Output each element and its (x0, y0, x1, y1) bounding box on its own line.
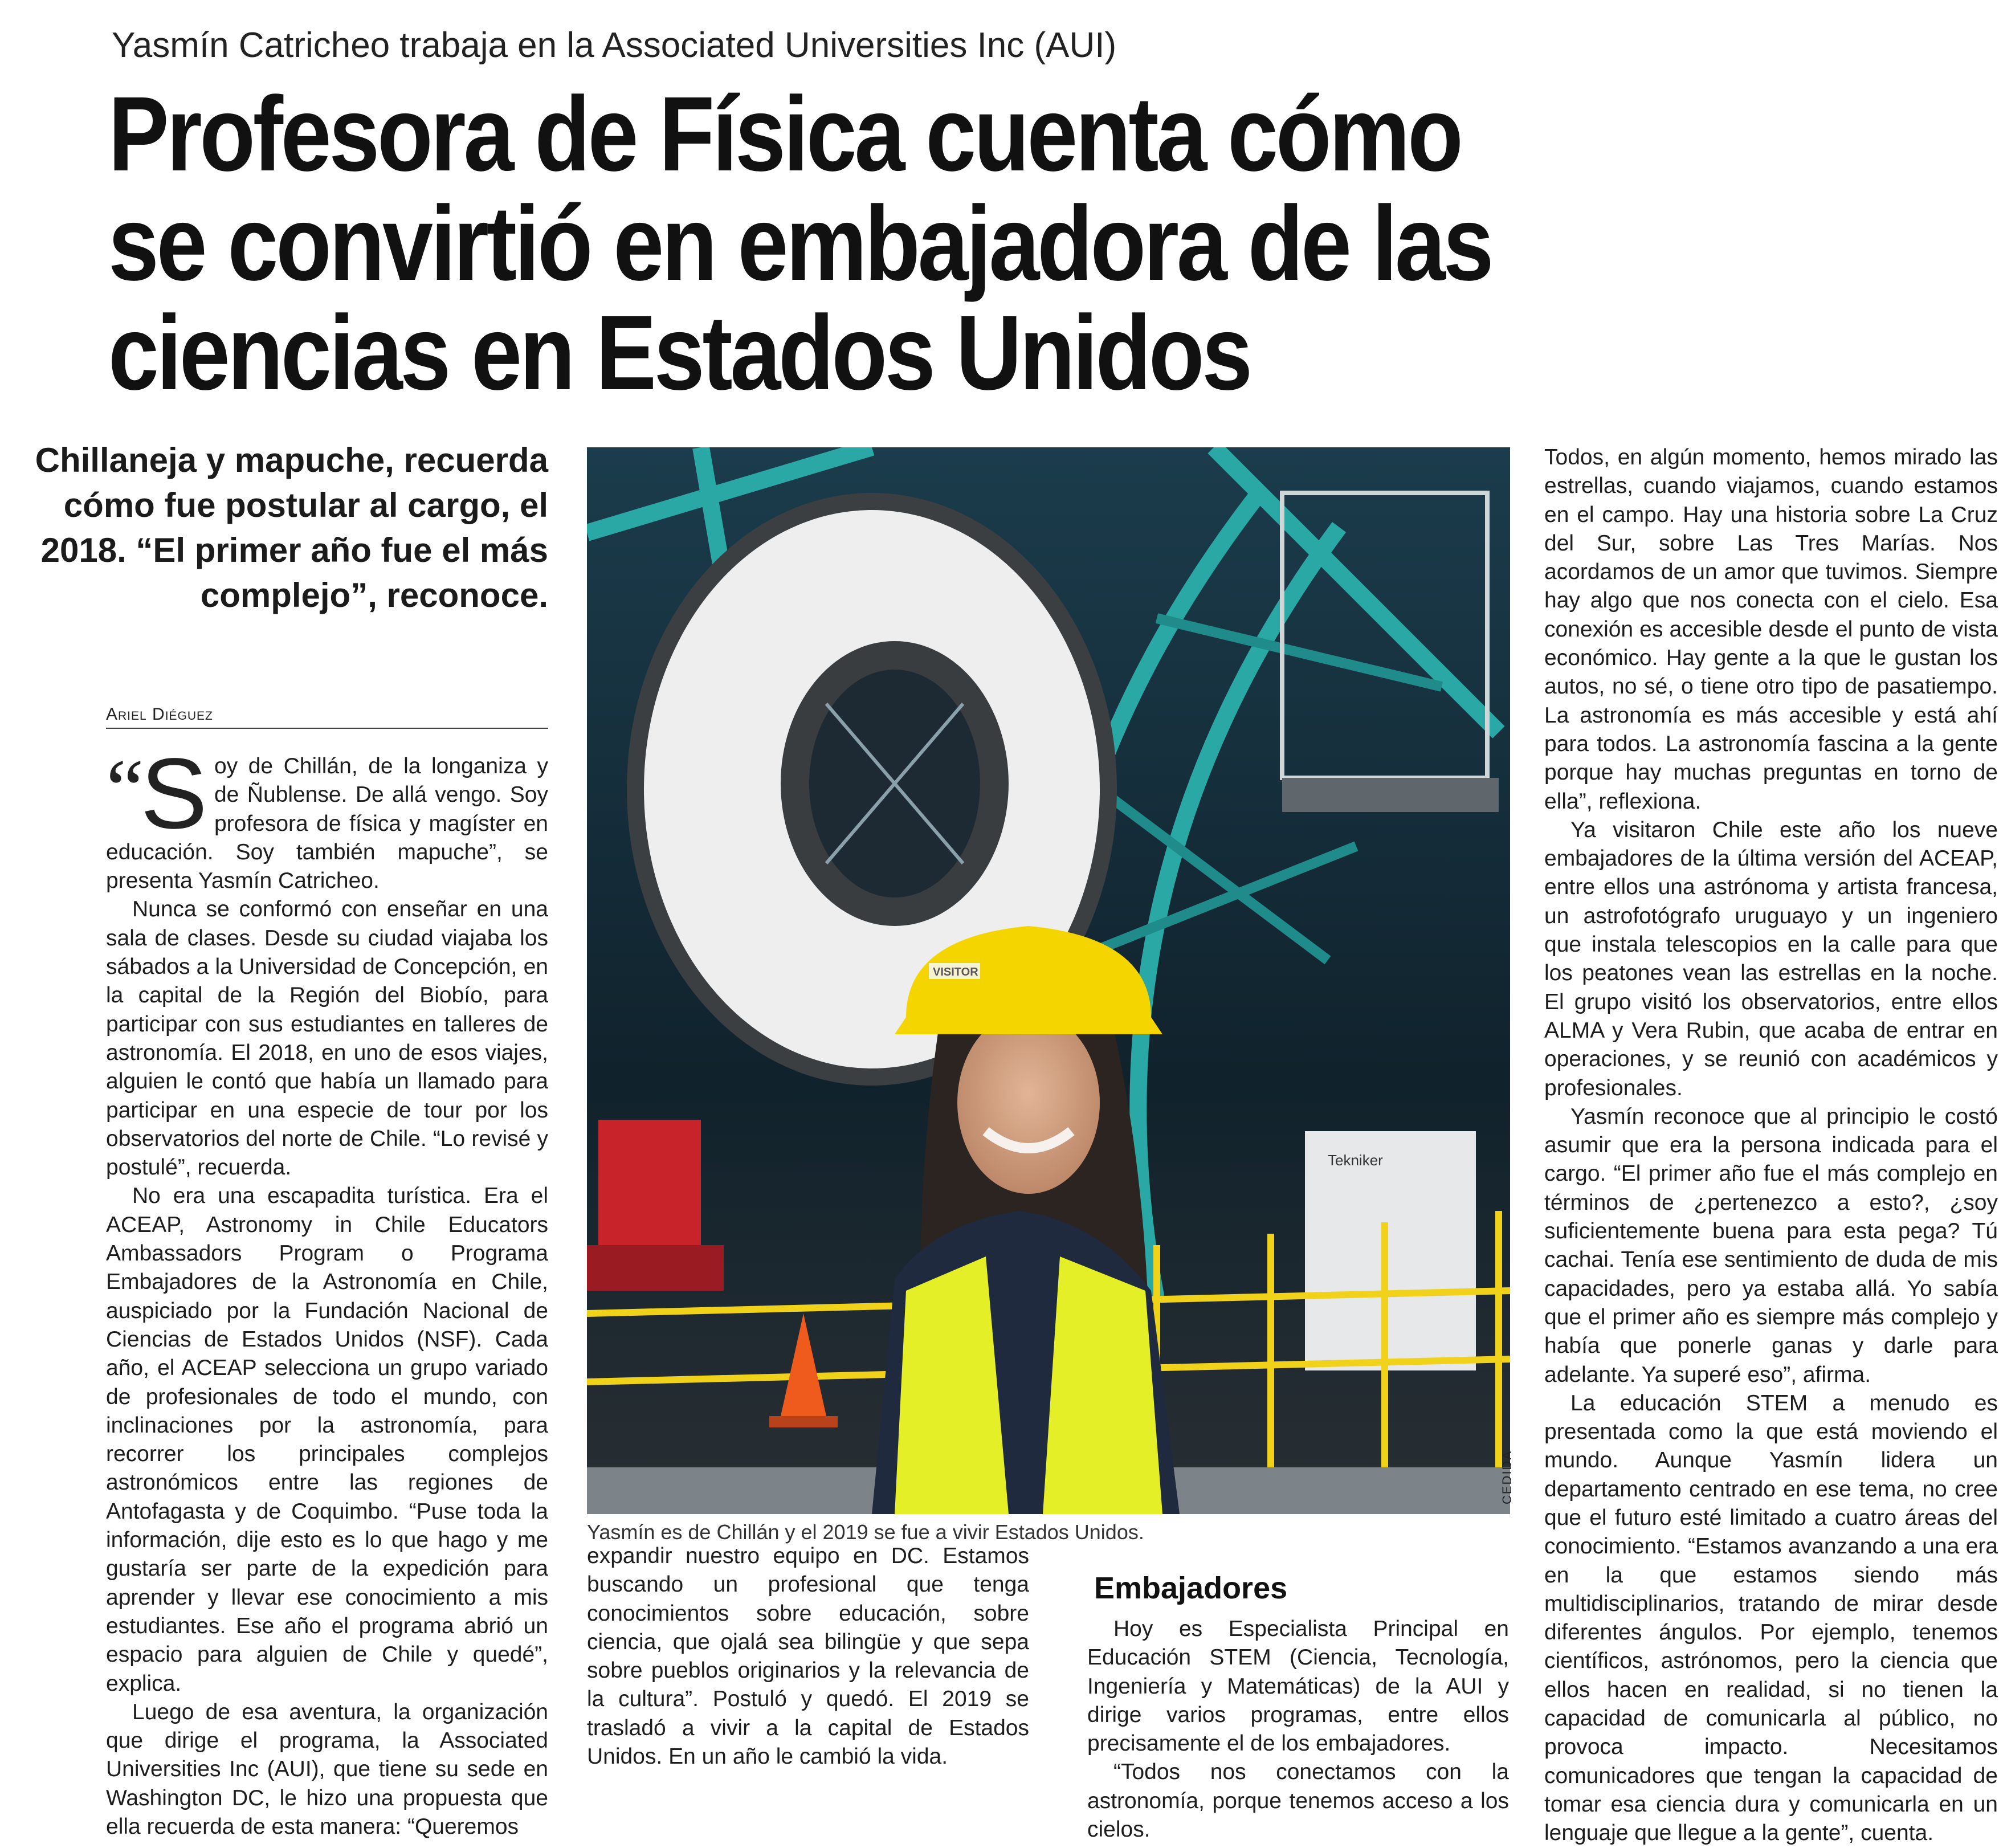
paragraph-text: oy de Chillán, de la longaniza y de Ñublense. De allá vengo. Soy profesora de física y magíster en educación. Soy también mapuche”, se presenta Yasmín Catricheo. (106, 754, 548, 894)
paragraph: Hoy es Especialista Principal en Educación STEM (Ciencia, Tecnología, Ingeniería y Matemáticas) de la AUI y dirige varios programas, entre ellos precisamente el de los embajadores. (1087, 1617, 1509, 1756)
headline-line-3: ciencias en Estados Unidos (108, 294, 1250, 412)
paragraph: expandir nuestro equipo en DC. Estamos buscando un profesional que tenga conocimientos sobre educación, sobre ciencia, que ojalá sea bilingüe y que sepa sobre pueblos originarios y la relevancia de la cultura”. Postuló y quedó. El 2019 se trasladó a vivir a la capital de Estados Unidos. En un año le cambió la vida. (587, 1544, 1029, 1769)
column-1 (106, 738, 548, 1841)
article-photo (587, 447, 1510, 1514)
headline-line-1: Profesora de Física cuenta cómo (108, 75, 1461, 193)
paragraph: La educación STEM a menudo es presentada como la que está moviendo el mundo. Aunque Yasmín lidera un departamento centrado en ese tema, no cree que el futuro esté limitado a cuatro áreas del conocimiento. “Estamos avanzando a una era en la que estamos siendo más multidisciplinarios, tratando de mirar desde diferentes ángulos. Por ejemplo, tenemos científicos, astrónomos, pero la ciencia que ellos hacen en realidad, si no tienen la capacidad de comunicarla al público, no provoca impacto. Necesitamos comunicadores que tengan la capacidad de tomar esa ciencia dura y comunicarla en un lenguaje que llegue a la gente”, cuenta. (1544, 1390, 1998, 1846)
helmet-label: VISITOR (933, 966, 978, 978)
column-3 (1087, 1615, 1509, 1844)
lead-paragraph (106, 738, 548, 895)
paragraph: Ya visitaron Chile este año los nueve embajadores de la última versión del ACEAP, entre ellos una astrónoma y artista francesa, un astrofotógrafo uruguayo y un ingeniero que instala telescopios en la calle para que los peatones vean las estrellas en la noche. El grupo visitó los observatorios, entre ellos ALMA y Vera Rubin, que acaba de entrar en operaciones, y se reunió con académicos y profesionales. (1544, 817, 1998, 1100)
paragraph: No era una escapadita turística. Era el ACEAP, Astronomy in Chile Educators Ambassadors Program o Programa Embajadores de la Astronomía en Chile, auspiciado por la Fundación Nacional de Ciencias de Estados Unidos (NSF). Cada año, el ACEAP selecciona un grupo variado de profesionales de todo el mundo, con inclinaciones por la astronomía, para recorrer los principales complejos astronómicos entre las regiones de Antofagasta y de Coquimbo. “Puse toda la información, dije esto es lo que hago y me gustaría ser parte de la expedición para aprender y llevar ese conocimiento a mis estudiantes. Ese año el programa abrió un espacio para alguien de Chile y quedé”, explica. (106, 1184, 548, 1696)
drop-cap: S (140, 738, 207, 850)
paragraph: Yasmín reconoce que al principio le costó asumir que era la persona indicada para el cargo. “El primer año fue el más complejo en términos de ¿pertenezco a esto?, ¿soy suficientemente buena para esta pega? Tú cachai. Tenía ese sentimiento de duda de mis capacidades, pero ya estaba allá. Yo sabía que el primer año es siempre más complejo y había que ponerle ganas y darle para adelante. Ya superé eso”, afirma. (1544, 1104, 1998, 1387)
column-2 (587, 1542, 1029, 1771)
drop-quote: “ (106, 742, 138, 837)
kicker: Yasmín Catricheo trabaja en la Associated Universities Inc (AUI) (112, 26, 1117, 65)
paragraph: Todos, en algún momento, hemos mirado las estrellas, cuando viajamos, cuando estamos en el campo. Hay una historia sobre La Cruz del Sur, sobre Las Tres Marías. Nos acordamos de un amor que tuvimos. Siempre hay algo que nos conecta con el cielo. Esa conexión es accesible desde el punto de vista económico. Hay gente a la que le gustan los autos, no sé, o tiene otro tipo de pasatiempo. La astronomía es más accesible y está ahí para todos. La astronomía fascina a la gente porque hay muchas preguntas en torno de ella”, reflexiona. (1544, 445, 1998, 814)
byline: Ariel Diéguez (106, 705, 548, 729)
headline-line-2: se convirtió en embajadora de las (108, 185, 1492, 303)
section-subhead: Embajadores (1094, 1571, 1288, 1605)
photo-caption: Yasmín es de Chillán y el 2019 se fue a vivir Estados Unidos. (587, 1520, 1144, 1544)
headline (108, 75, 1529, 412)
deck: Chillaneja y mapuche, recuerda cómo fue postular al cargo, el 2018. “El primer año fue el más complejo”, reconoce. (35, 441, 548, 614)
column-4 (1544, 443, 1998, 1848)
cabinet-label: Tekniker (1328, 1152, 1383, 1169)
paragraph: “Todos nos conectamos con la astronomía, porque tenemos acceso a los cielos. (1087, 1760, 1509, 1842)
paragraph: Luego de esa aventura, la organización que dirige el programa, la Associated Universities Inc (AUI), que tiene su sede en Washington DC, le hizo una propuesta que ella recuerda de esta manera: “Queremos (106, 1699, 548, 1839)
observatory-photo-illustration (587, 447, 1510, 1514)
paragraph: Nunca se conformó con enseñar en una sala de clases. Desde su ciudad viajaba los sábados a la Universidad de Concepción, en la capital de la Región del Biobío, para participar con sus estudiantes en talleres de astronomía. El 2018, en uno de esos viajes, alguien le contó que había un llamado para participar en una especie de tour por los observatorios del norte de Chile. “Lo revisé y postulé”, recuerda. (106, 897, 548, 1180)
photo-credit: CEDIDA (1500, 1450, 1514, 1504)
